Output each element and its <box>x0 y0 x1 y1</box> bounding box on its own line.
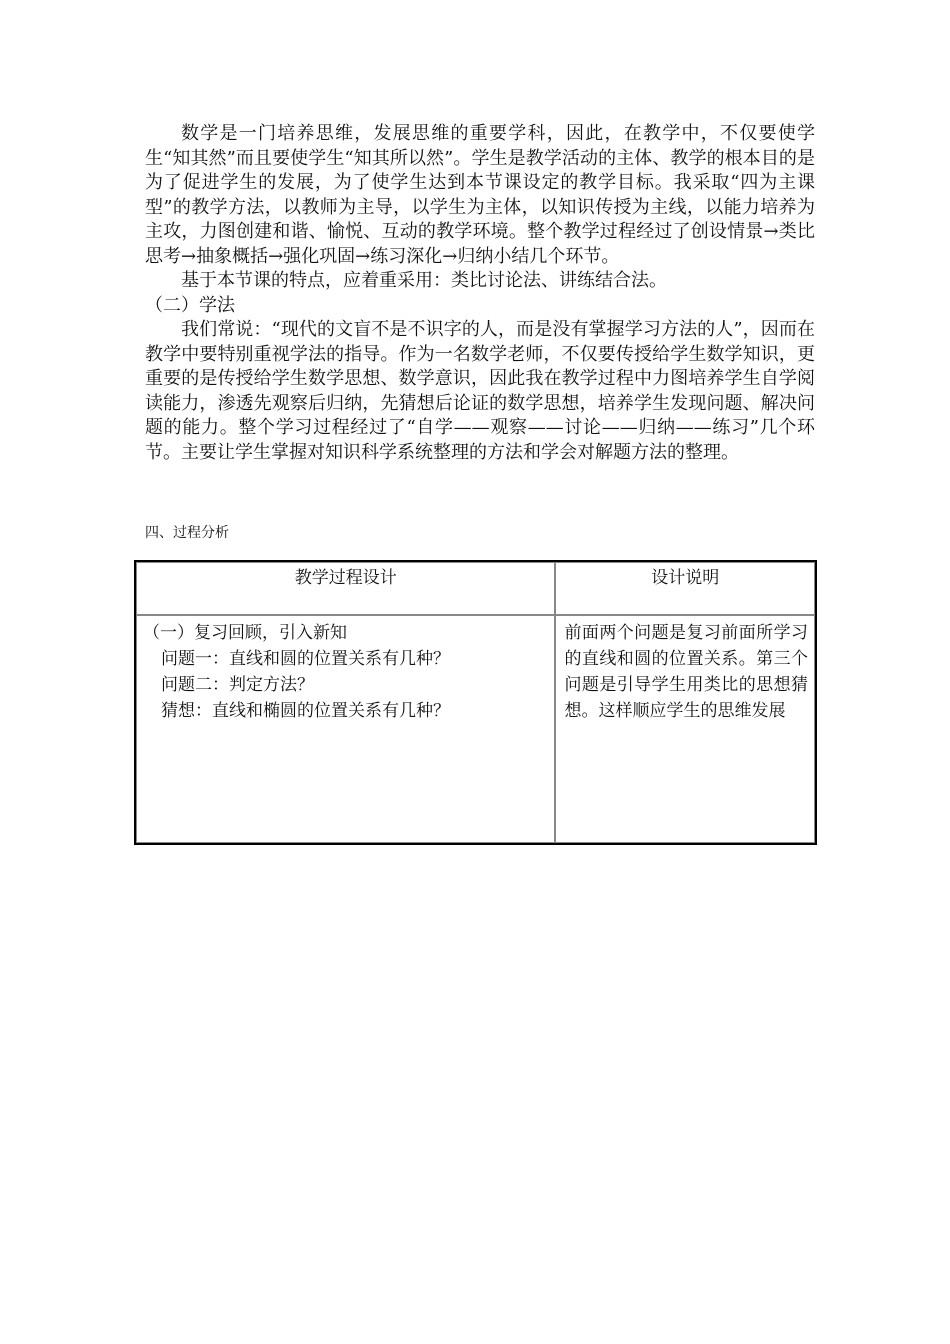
table-header-cell: 教学过程设计 <box>136 562 555 615</box>
paragraph-study-method: 我们常说：“现代的文盲不是不识字的人，而是没有掌握学习方法的人”，因而在教学中要特别重视学法的指导。作为一名数学老师，不仅要传授给学生数学知识，更重要的是传授给学生数学思想、数学意识，因此我在教学过程中力图培养学生自学阅读能力，渗透先观察后归纳，先猜想后论证的数学思想，培养学生发现问题、解决问题的能力。整个学习过程经过了“自学——观察——讨论——归纳——练习”几个环节。主要让学生掌握对知识科学系统整理的方法和学会对解题方法的整理。 <box>145 319 815 463</box>
table-row <box>136 615 815 843</box>
process-table <box>134 560 817 845</box>
teaching-method-text <box>145 122 815 465</box>
table-header-cell: 设计说明 <box>555 562 815 615</box>
table-header-row <box>136 562 815 615</box>
design-question: 问题二：判定方法？ <box>161 675 314 695</box>
paragraph-teaching-method: 数学是一门培养思维，发展思维的重要学科，因此，在教学中，不仅要使学生“知其然”而且要使学生“知其所以然”。学生是教学活动的主体、教学的根本目的是为了促进学生的发展，为了使学生达到本节课设定的教学目标。我采取“四为主课型”的教学方法，以教师为主导，以学生为主体，以知识传授为主线，以能力培养为主攻，力图创建和谐、愉悦、互动的教学环境。整个教学过程经过了创设情景→类比思考→抽象概括→强化巩固→练习深化→归纳小结几个环节。 <box>145 123 815 267</box>
design-step-title: （一）复习回顾，引入新知 <box>143 623 347 643</box>
design-question: 问题一：直线和圆的位置关系有几种？ <box>161 649 450 669</box>
heading-study-method: （二）学法 <box>145 294 235 316</box>
table-cell-explanation: 前面两个问题是复习前面所学习的直线和圆的位置关系。第三个问题是引导学生用类比的思想猜想。这样顺应学生的思维发展 <box>555 615 815 843</box>
heading-process-analysis: 四、过程分析 <box>145 525 229 541</box>
paragraph-methods-used: 基于本节课的特点，应着重采用：类比讨论法、讲练结合法。 <box>181 270 667 291</box>
design-question: 猜想：直线和椭圆的位置关系有几种？ <box>161 701 450 721</box>
table-cell-design <box>136 615 555 843</box>
